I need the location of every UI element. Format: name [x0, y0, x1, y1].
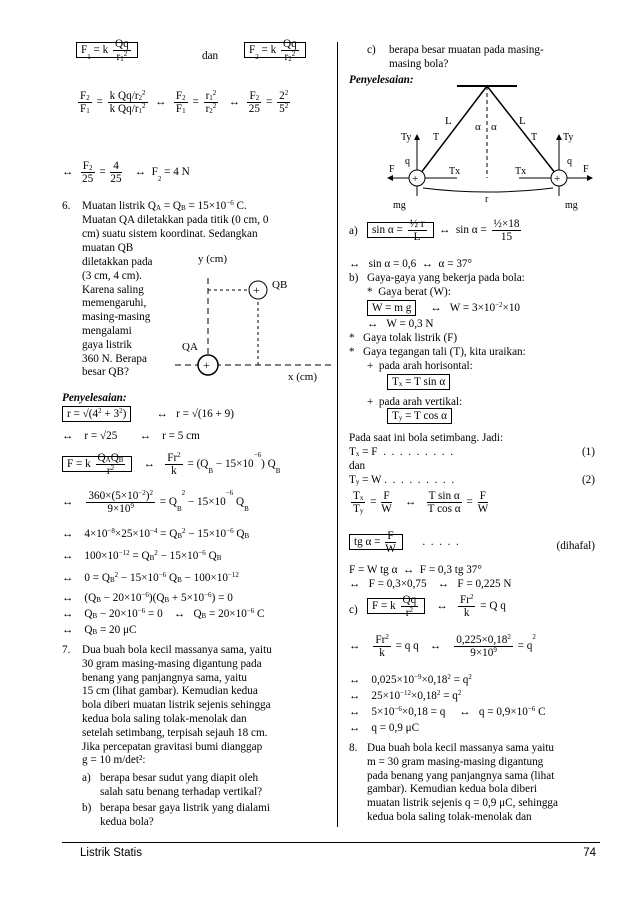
svg-text:Ty: Ty	[563, 132, 574, 143]
formula-f1: $F_1 = k$ $\frac{Qq}{r_1^2}$	[76, 38, 138, 63]
problem-6-line4: muatan QB	[82, 242, 134, 254]
dan-text-right: dan	[349, 460, 366, 472]
charge-substitute: ↔ $\frac{Fr^2}{k}$ = q q ↔ $\frac{0,225\times 0,18^2}{9\times 10^9}$ = $q^2$	[349, 633, 536, 659]
formula-f2: $F_2 = k$ $\frac{Qq}{r_2^2}$	[244, 38, 306, 63]
problem-6-number: 6.	[62, 200, 71, 212]
calc-step1: ↔ $4\times 10^{-8}\times 25\times 10^{-4} = Q_B^2 - 15\times 10^{-6}$ $Q_B$	[62, 527, 250, 540]
vertical-label: + pada arah vertikal:	[367, 396, 463, 408]
svg-text:T: T	[433, 132, 440, 143]
solution-heading-7: Penyelesaian:	[349, 74, 414, 86]
qb-plus: +	[253, 283, 260, 297]
qa-label: QA	[182, 341, 198, 353]
sine-result: ↔ sin α = 0,6 ↔ α = 37°	[349, 258, 472, 270]
svg-text:+: +	[554, 173, 561, 185]
problem-6-line2: Muatan QA diletakkan pada titik (0 cm, 0	[82, 214, 269, 226]
ratio-formula: $\frac{T_x}{T_y}$ = $\frac{F}{W}$ ↔ $\frac{\text{T sin α}}{\text{T cos α}}$ = $\frac{F}{W}$	[353, 490, 489, 515]
calc-r2: ↔ r = √25 ↔ r = 5 cm	[62, 430, 200, 442]
problem-6-line3: cm) suatu sistem koordinat. Sedangkan	[82, 228, 258, 240]
footer-title: Listrik Statis	[80, 847, 142, 859]
problem-7c-text: berapa besar muatan pada masing- masing bola?	[389, 44, 544, 70]
eq2-line: $T_y = W$ . . . . . . . . . (2)	[349, 474, 595, 486]
calc-step5: ↔ $Q_B - 20\times 10^{-6} = 0$ ↔ $Q_B = 20\times 10^{-6}$ C	[62, 607, 265, 620]
electric-bullet: * Gaya tolak listrik (F)	[349, 332, 458, 344]
charge-formula: F = k $\frac{Qq}{r^2}$ ↔ $\frac{Fr^2}{k}$ = Q q	[367, 594, 506, 619]
calc-result: ↔ $Q_B = 20$ μC	[62, 624, 137, 636]
problem-8-number: 8.	[349, 742, 358, 754]
step-b-label: b)	[349, 272, 359, 284]
svg-text:q: q	[567, 156, 572, 167]
charge-step2: ↔ $25\times 10^{-12}\times 0,18^2 = q^2$	[349, 689, 462, 702]
eq1-line: $T_x = F$ . . . . . . . . . (1)	[349, 446, 595, 458]
formula-ratio: $\frac{F_2}{F_1}$ = $\frac{k Qq/r_2^2}{k Qq/r_1^2}$ ↔ $\frac{F_2}{F_1}$ = $\frac{r_1^2}{r_2^2}$ ↔ $\frac{F_2}{25}$ = $\frac{2^2}{5^2}$	[80, 89, 289, 115]
forces-text: Gaya-gaya yang bekerja pada bola:	[367, 272, 525, 284]
problem-8-text: Dua buah bola kecil massanya sama yaitu m = 30 gram masing-masing digantung pada benang yang panjangnya sama (lihat gambar). Kemudian kedua bola diberi muatan listrik sejenis q = 0,9 μC, sehingga kedua bola saling tolak-menolak dan	[367, 742, 558, 823]
svg-text:+: +	[412, 173, 419, 185]
problem-7a-label: a)	[82, 772, 91, 784]
charge-step3: ↔ $5\times 10^{-6}\times 0,18 = q$ ↔ $q = 0,9\times 10^{-6}$ C	[349, 705, 546, 718]
calc-r: $r = √(4^2 + 3^2)$ ↔ r = √(16 + 9)	[62, 408, 234, 422]
sine-formula: sin α = $\frac{\text{½ r}}{L}$ ↔ sin α = $\frac{\text{½×18}}{15}$	[367, 218, 523, 243]
problem-6-line1: Muatan listrik $Q_A = Q_B = 15\times 10^{-6}$ C.	[82, 199, 247, 212]
qb-label: QB	[272, 279, 288, 291]
step-c-label: c)	[349, 604, 358, 616]
coordinate-graph	[170, 250, 340, 385]
weight-result: ↔ W = 0,3 N	[367, 318, 434, 330]
qa-plus: +	[203, 358, 210, 372]
calc-substitute: ↔ $\frac{360\times(5\times 10^{-2})^2}{9\times 10^9}$ = $Q_B^2 - 15\times 10^{-6}$ $Q_B$	[62, 489, 249, 515]
dan-text: dan	[202, 50, 219, 62]
equilibrium-text: Pada saat ini bola setimbang. Jadi:	[349, 432, 504, 444]
calc-step4: ↔ $(Q_B - 20\times 10^{-6})(Q_B + 5\times 10^{-6}) = 0$	[62, 591, 233, 604]
page-footer	[62, 842, 600, 859]
svg-text:Ty: Ty	[401, 132, 412, 143]
ty-formula: $T_y = T$ cos α	[387, 410, 452, 424]
problem-7-number: 7.	[62, 644, 71, 656]
svg-text:r: r	[485, 194, 489, 205]
charge-result: ↔ q = 0,9 μC	[349, 722, 420, 734]
solution-heading-6: Penyelesaian:	[62, 392, 127, 404]
calc-step2: ↔ $100\times 10^{-12} = Q_B^2 - 15\times 10^{-6}$ $Q_B$	[62, 549, 222, 562]
calc-step3: ↔ $0 = Q_B^2 - 15\times 10^{-6}$ $Q_B - 100\times 10^{-12}$	[62, 571, 239, 584]
svg-text:T: T	[531, 132, 538, 143]
column-divider	[337, 42, 338, 827]
weight-formula: W = m g ↔ $W = 3\times 10^{-2}\times 10$	[367, 302, 520, 316]
svg-text:F: F	[583, 164, 589, 175]
problem-6-wrap: diletakkan pada (3 cm, 4 cm). Karena saling memengaruhi, masing-masing mengalami gaya listrik 360 N. Berapa besar QB?	[82, 256, 153, 379]
page-number: 74	[583, 847, 596, 859]
x-axis-label: x (cm)	[288, 371, 318, 383]
svg-text:mg: mg	[565, 200, 578, 211]
problem-7c-label: c)	[367, 44, 376, 56]
svg-text:q: q	[405, 156, 410, 167]
y-axis-label: y (cm)	[198, 253, 228, 265]
problem-7b-label: b)	[82, 802, 92, 814]
tx-formula: $T_x = T$ sin α	[387, 376, 450, 390]
svg-text:mg: mg	[393, 200, 406, 211]
svg-text:F: F	[389, 164, 395, 175]
problem-7-text: Dua buah bola kecil massanya sama, yaitu 30 gram masing-masing digantung pada benang yang panjangnya sama, yaitu 15 cm (lihat gambar). Kemudian kedua bola diberi muatan listrik sejenis sehingga kedua bola saling tolak-menolak dan setelah setimbang, terpisah sejauh 18 cm. Jika percepatan gravitasi bumi dianggap g = 10 m/det²:	[82, 644, 272, 767]
formula-result-f2: ↔ $\frac{F_2}{25}$ = $\frac{4}{25}$ ↔ $F_2 = 4$ N	[62, 160, 190, 185]
svg-text:Tx: Tx	[449, 166, 461, 177]
svg-text:L: L	[519, 115, 526, 127]
pendulum-diagram	[387, 84, 597, 214]
weight-bullet: * Gaya berat (W):	[367, 286, 451, 298]
problem-7b-text: berapa besar gaya listrik yang dialami kedua bola?	[100, 802, 270, 828]
force-result: ↔ F = 0,3×0,75 ↔ F = 0,225 N	[349, 578, 512, 590]
calc-force: F = k $\frac{Q_AQ_B}{r^2}$ ↔ $\frac{Fr^2}{k}$ = $(Q_B - 15\times 10^{-6})$ $Q_B$	[62, 452, 280, 477]
svg-text:α: α	[491, 121, 497, 133]
tan-formula: tg α = $\frac{F}{W}$ . . . . . (dihafal)	[349, 530, 595, 555]
horizontal-label: + pada arah horisontal:	[367, 360, 473, 372]
force-calc: F = W tg α ↔ F = 0,3 tg 37°	[349, 564, 482, 576]
svg-text:α: α	[475, 121, 481, 133]
svg-text:L: L	[445, 115, 452, 127]
charge-step1: ↔ $0,025\times 10^{-9}\times 0,18^2 = q^2$	[349, 673, 472, 686]
problem-7a-text: berapa besar sudut yang diapit oleh salah satu benang terhadap vertikal?	[100, 772, 263, 798]
svg-text:Tx: Tx	[515, 166, 527, 177]
step-a-label: a)	[349, 225, 358, 237]
tension-bullet: * Gaya tegangan tali (T), kita uraikan:	[349, 346, 526, 358]
